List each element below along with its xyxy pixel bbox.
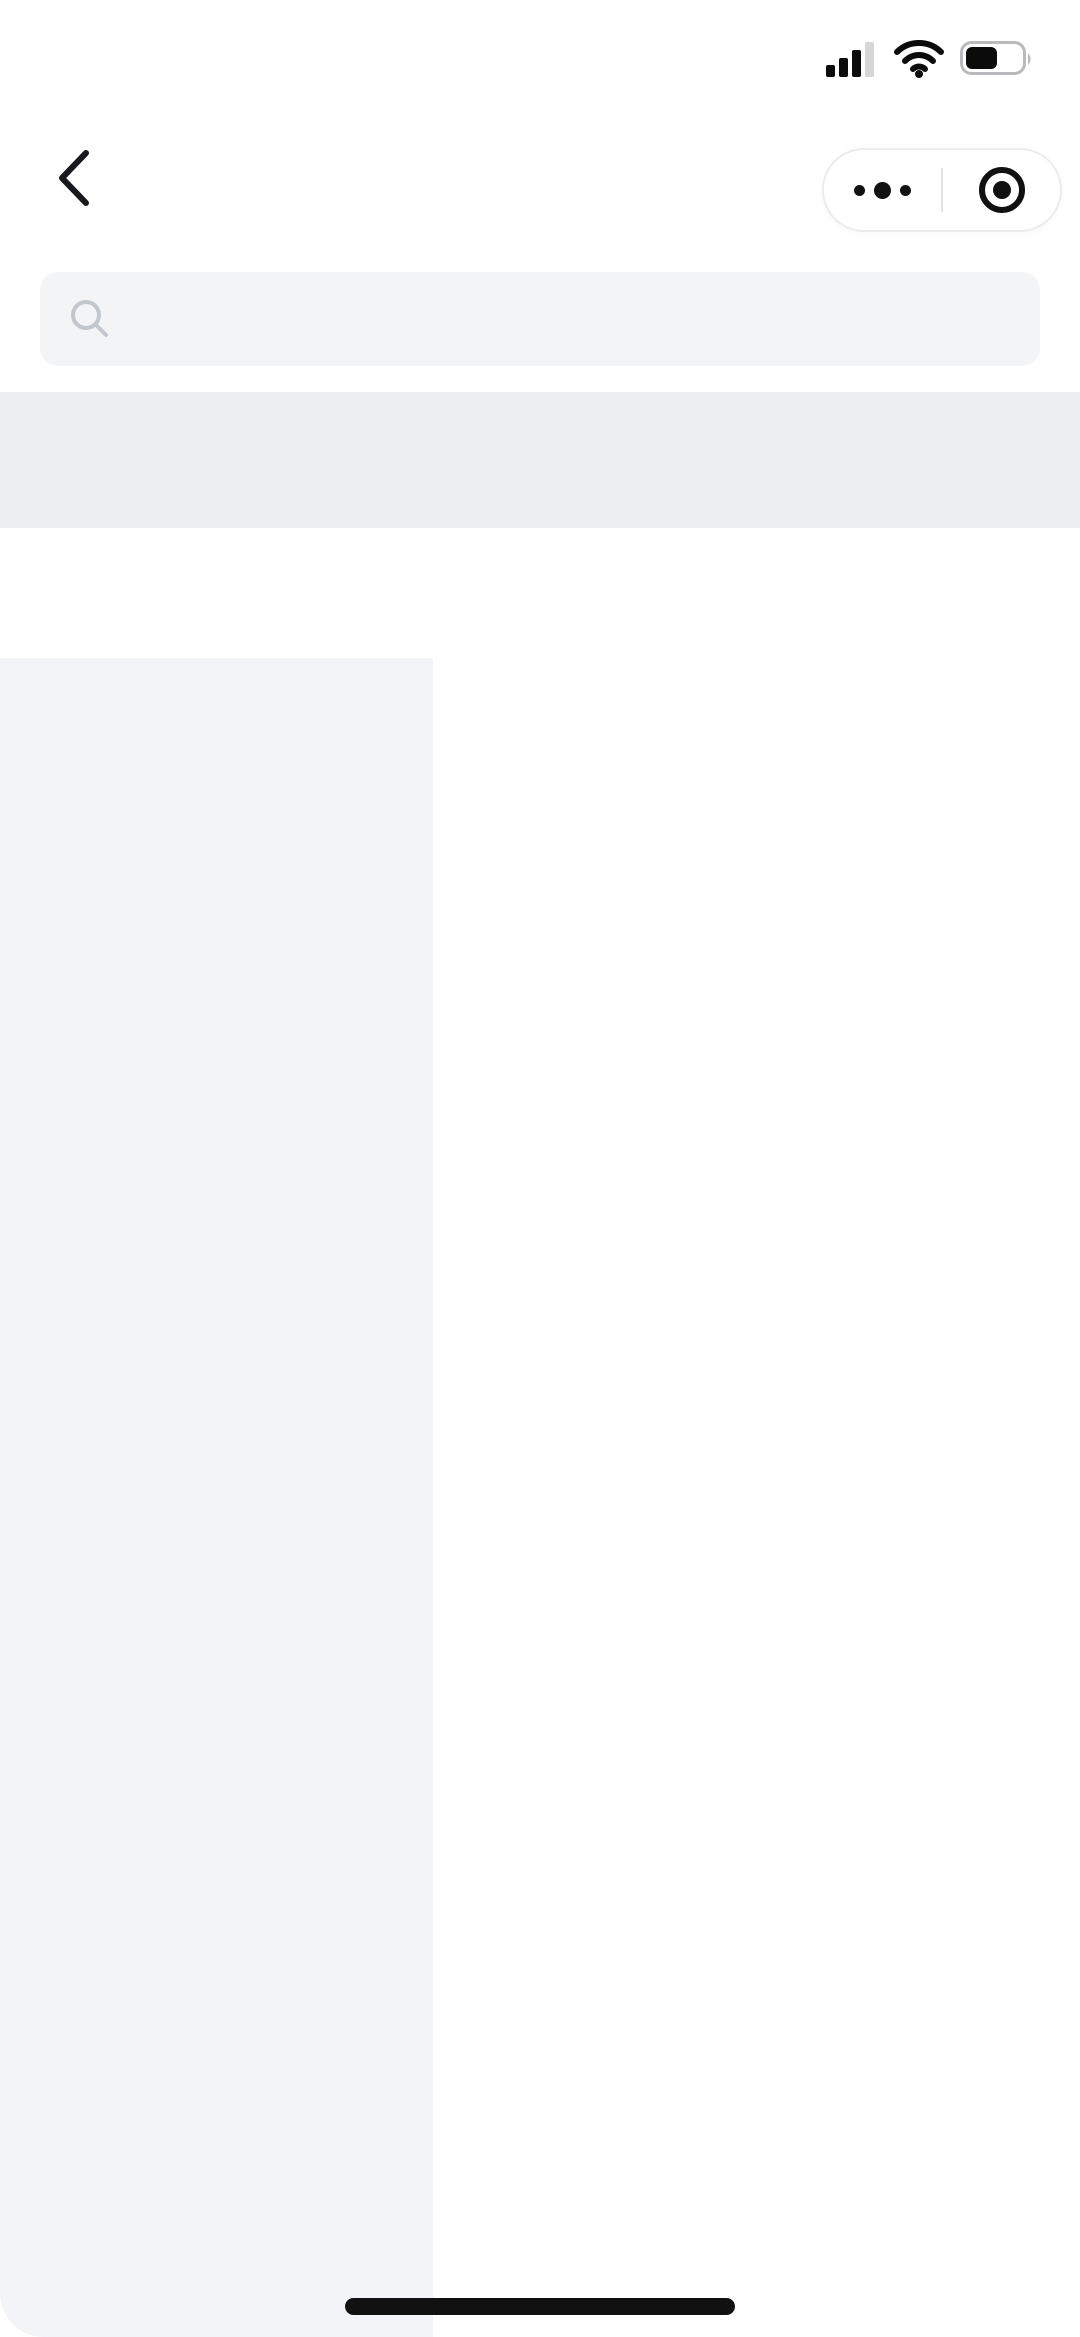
- more-menu-button[interactable]: [824, 150, 941, 230]
- search-area: [40, 272, 1040, 366]
- clinic-list: [433, 658, 1080, 2337]
- miniprogram-capsule: [822, 148, 1062, 232]
- exit-button[interactable]: [943, 150, 1060, 230]
- cellular-signal-icon: [826, 41, 878, 77]
- more-dots-icon: [854, 182, 911, 199]
- home-indicator[interactable]: [345, 2298, 735, 2315]
- sidebar-panel: [0, 658, 433, 2337]
- search-icon: [68, 297, 112, 341]
- wifi-icon: [894, 40, 944, 78]
- status-icons: [826, 40, 1034, 78]
- content-area: [0, 658, 1080, 2337]
- search-input[interactable]: [128, 295, 1012, 343]
- nav-bar: [0, 100, 1080, 256]
- department-sidebar: [0, 658, 433, 2337]
- status-bar: [0, 0, 1080, 100]
- search-bar[interactable]: [40, 272, 1040, 366]
- battery-icon: [960, 41, 1034, 77]
- target-circle-icon: [979, 167, 1025, 213]
- notice-bar: [0, 392, 1080, 528]
